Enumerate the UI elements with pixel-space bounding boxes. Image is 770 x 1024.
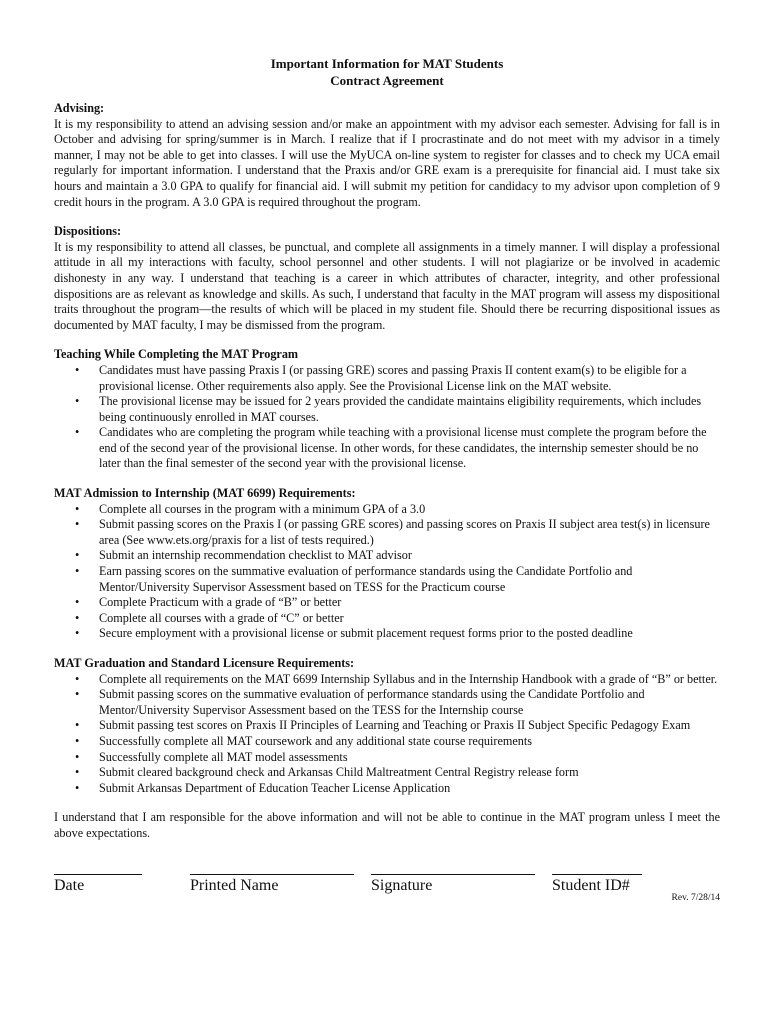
bullet-icon: • — [75, 687, 80, 702]
advising-section — [54, 101, 720, 210]
bullet-icon: • — [75, 564, 80, 579]
bullet-icon: • — [75, 595, 80, 610]
list-item-text: Complete Practicum with a grade of “B” or better — [99, 595, 342, 610]
date-label: Date — [54, 877, 85, 894]
list-item-text: Submit passing scores on the Praxis I (or passing GRE scores) and passing scores on Praxis II subject area test(s) in licensure area (See www.ets.org/praxis for a list of tests required.) — [99, 517, 710, 547]
teaching-heading: Teaching While Completing the MAT Program — [54, 347, 299, 362]
printed-name-line — [190, 874, 354, 875]
list-item-text: Submit an internship recommendation checklist to MAT advisor — [99, 548, 412, 563]
bullet-icon: • — [75, 780, 80, 795]
list-item-text: Candidates must have passing Praxis I (or passing GRE) scores and passing Praxis II content exam(s) to be eligible for a provisional license. Other requirements also apply. See the Provisional License link on the MAT website. — [99, 362, 687, 393]
list-item-text: Successfully complete all MAT coursework and any additional state course requirements — [99, 733, 532, 748]
title-block — [54, 55, 720, 89]
graduation-heading: MAT Graduation and Standard Licensure Requirements: — [54, 656, 355, 670]
document-title: Important Information for MAT Students — [270, 56, 504, 71]
signature-row — [54, 874, 720, 894]
date-field[interactable] — [54, 874, 142, 895]
list-item — [54, 611, 720, 627]
teaching-list — [54, 363, 720, 472]
list-item-text: Candidates who are completing the program while teaching with a provisional license must complete the program before the end of the second year of the provisional license. In other words, for these candidates, the internship semester should be no later than the final semester of the second year with the provisional license. — [99, 425, 707, 471]
bullet-icon: • — [75, 517, 80, 532]
bullet-icon: • — [75, 362, 80, 377]
bullet-icon: • — [75, 425, 80, 440]
date-line — [54, 874, 142, 875]
bullet-icon: • — [75, 394, 80, 409]
list-item-text: Submit passing scores on the summative evaluation of performance standards using the Candidate Portfolio and Mentor/University Supervisor Assessment based on the TESS for the Internship course — [99, 687, 645, 717]
closing-statement: I understand that I am responsible for the above information and will not be able to continue in the MAT program unless I meet the above expectations. — [54, 810, 720, 840]
bullet-icon: • — [75, 501, 80, 516]
dispositions-heading: Dispositions: — [54, 224, 122, 239]
student-id-line — [552, 874, 642, 875]
student-id-label: Student ID# — [552, 877, 630, 894]
dispositions-section — [54, 224, 720, 333]
advising-heading: Advising: — [54, 101, 105, 115]
signature-label: Signature — [371, 877, 433, 894]
signature-line — [371, 874, 535, 875]
list-item — [54, 394, 720, 425]
list-item — [54, 502, 720, 518]
list-item-text: Complete all courses with a grade of “C” or better — [99, 610, 344, 625]
bullet-icon: • — [75, 626, 80, 641]
revision-note: Rev. 7/28/14 — [671, 893, 720, 903]
advising-paragraph: It is my responsibility to attend an advising session and/or make an appointment with my advisor each semester. Advising for fall is in October and advising for spring/summer is in March. I realize that if I procrastinate and do not meet with my advisor in a timely manner, I may not be able to get into classes. I will use the MyUCA on-line system to register for classes and to check my UCA email regularly for important information. I understand that the Praxis and/or GRE exam is a prerequisite for financial aid. I must take six hours and maintain a 3.0 GPA to qualify for financial aid. I will submit my petition for candidacy to my advisor upon completion of 9 credit hours in the program. A 3.0 GPA is required throughout the program. — [54, 116, 720, 209]
list-item — [54, 781, 720, 797]
dispositions-paragraph: It is my responsibility to attend all classes, be punctual, and complete all assignments in a timely manner. I will display a professional attitude in all my interactions with faculty, school personnel and other students. I will not plagiarize or be involved in academic dishonesty in any way. I understand that teaching is a career in which attributes of character, integrity, and other professional dispositions are as relevant as knowledge and skills. As such, I understand that faculty in the MAT program will assess my dispositional traits throughout the program—the results of which will be placed in my student file. Should there be recurring dispositional issues as documented by MAT faculty, I may be dismissed from the program. — [54, 239, 720, 332]
bullet-icon: • — [75, 749, 80, 764]
list-item — [54, 765, 720, 781]
printed-name-label: Printed Name — [190, 877, 279, 894]
bullet-icon: • — [75, 548, 80, 563]
graduation-list — [54, 672, 720, 797]
bullet-icon: • — [75, 718, 80, 733]
list-item-text: The provisional license may be issued for 2 years provided the candidate maintains eligibility requirements, which includes being continuously enrolled in MAT courses. — [99, 394, 702, 424]
list-item-text: Submit cleared background check and Arkansas Child Maltreatment Central Registry release form — [99, 765, 579, 780]
list-item — [54, 687, 720, 718]
list-item — [54, 425, 720, 472]
list-item — [54, 548, 720, 564]
teaching-section — [54, 347, 720, 472]
list-item — [54, 734, 720, 750]
list-item-text: Successfully complete all MAT model assessments — [99, 749, 348, 764]
document-body — [54, 55, 720, 842]
list-item — [54, 672, 720, 688]
bullet-icon: • — [75, 610, 80, 625]
document-subtitle: Contract Agreement — [330, 73, 444, 88]
internship-list — [54, 502, 720, 642]
list-item-text: Submit Arkansas Department of Education Teacher License Application — [99, 780, 451, 795]
bullet-icon: • — [75, 765, 80, 780]
list-item — [54, 363, 720, 394]
list-item-text: Complete all requirements on the MAT 6699 Internship Syllabus and in the Internship Handbook with a grade of “B” or better. — [99, 671, 718, 686]
printed-name-field[interactable] — [190, 874, 354, 895]
bullet-icon: • — [75, 671, 80, 686]
list-item — [54, 750, 720, 766]
internship-section — [54, 486, 720, 642]
student-id-field[interactable] — [552, 874, 642, 895]
internship-heading: MAT Admission to Internship (MAT 6699) Requirements: — [54, 486, 356, 501]
graduation-section — [54, 656, 720, 796]
signature-field[interactable] — [371, 874, 535, 895]
bullet-icon: • — [75, 733, 80, 748]
list-item — [54, 626, 720, 642]
list-item — [54, 564, 720, 595]
list-item — [54, 595, 720, 611]
list-item-text: Complete all courses in the program with a minimum GPA of a 3.0 — [99, 501, 426, 516]
list-item — [54, 517, 720, 548]
list-item-text: Submit passing test scores on Praxis II Principles of Learning and Teaching or Praxis II Subject Specific Pedagogy Exam — [99, 718, 691, 733]
list-item-text: Earn passing scores on the summative evaluation of performance standards using the Candidate Portfolio and Mentor/University Supervisor Assessment based on TESS for the Practicum course — [99, 564, 633, 594]
list-item — [54, 718, 720, 734]
list-item-text: Secure employment with a provisional license or submit placement request forms prior to the posted deadline — [99, 626, 633, 641]
